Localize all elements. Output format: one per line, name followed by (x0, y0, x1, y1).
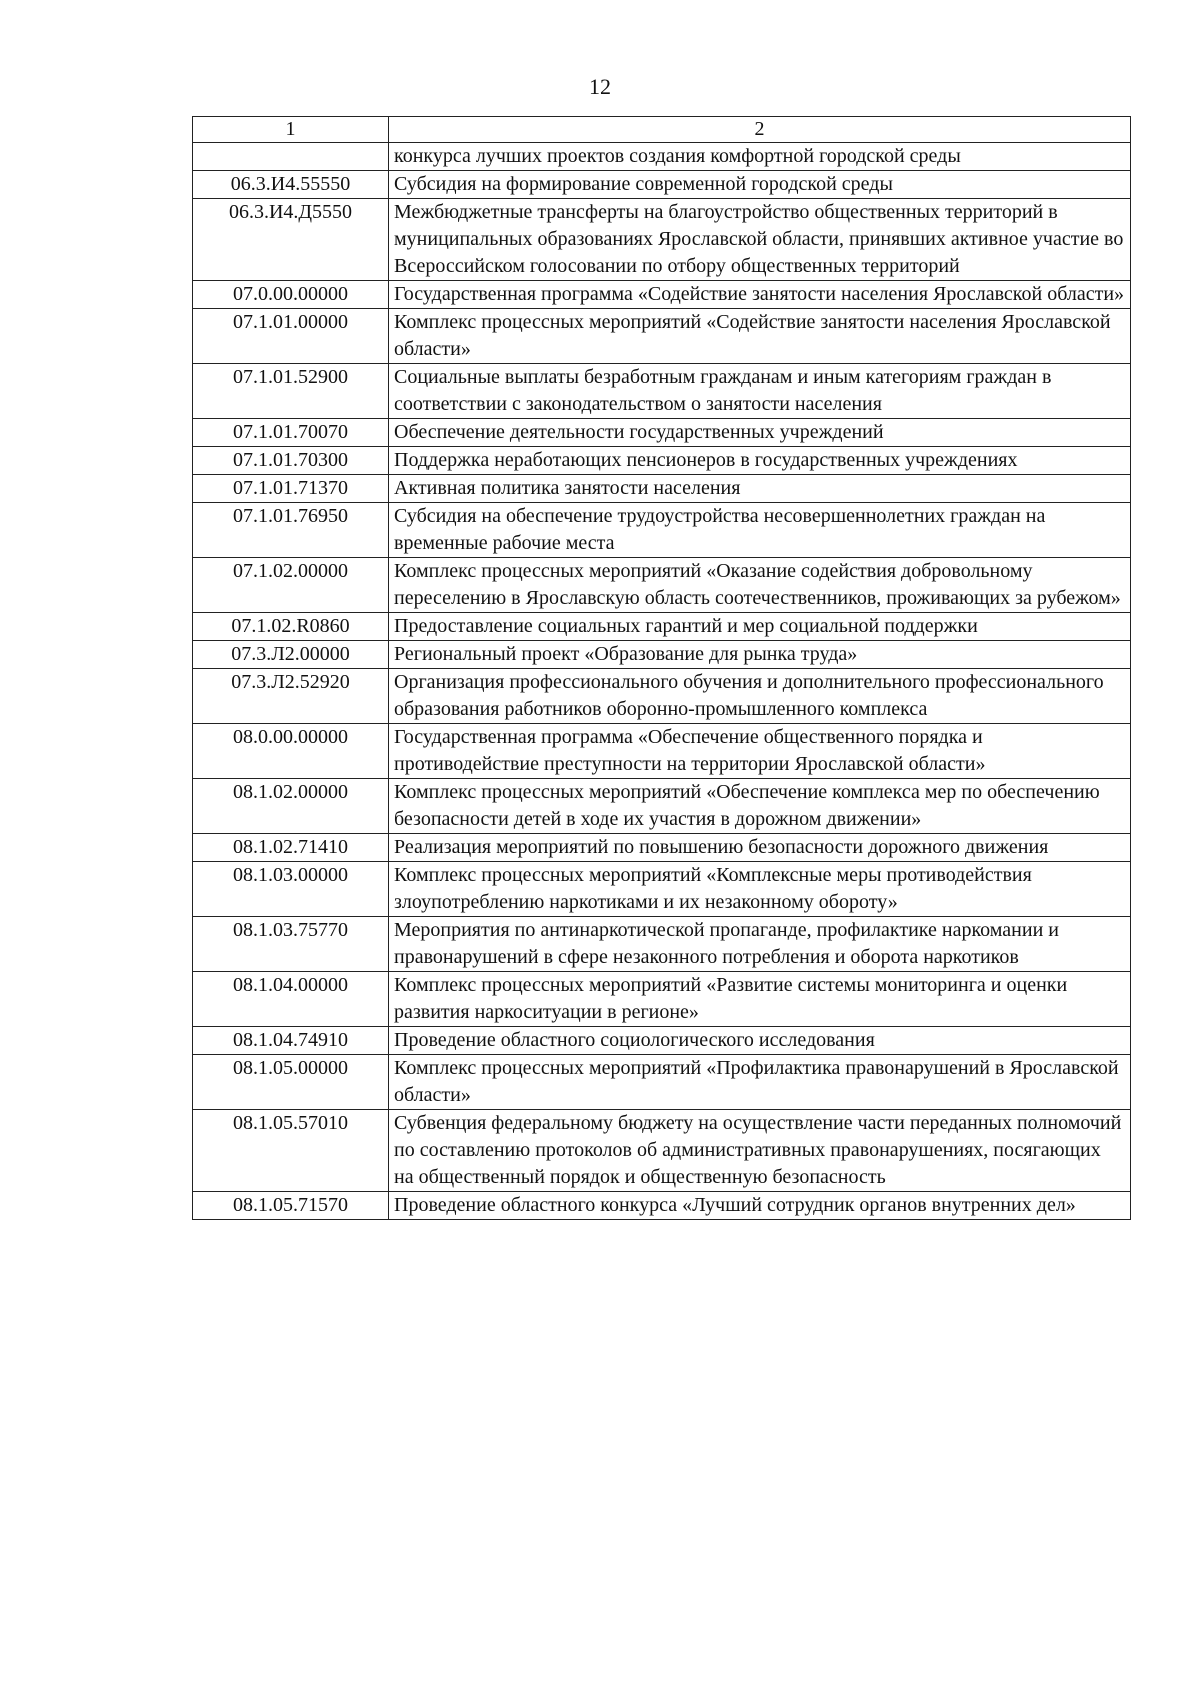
row-name-cell: Предоставление социальных гарантий и мер социальной поддержки (389, 613, 1131, 641)
row-name-cell: Поддержка неработающих пенсионеров в государственных учреждениях (389, 447, 1131, 475)
table-row (193, 641, 1131, 669)
row-name-cell: Реализация мероприятий по повышению безопасности дорожного движения (389, 834, 1131, 862)
row-name-cell: Организация профессионального обучения и дополнительного профессионального образования работников оборонно-промышленного комплекса (389, 669, 1131, 724)
row-name-cell: Межбюджетные трансферты на благоустройство общественных территорий в муниципальных образованиях Ярославской области, принявших активное участие во Всероссийском голосовании по отбору общественных территорий (389, 199, 1131, 281)
row-name-cell: Государственная программа «Обеспечение общественного порядка и противодействие преступности на территории Ярославской области» (389, 724, 1131, 779)
budget-classification-table (192, 116, 1131, 1220)
row-name-cell: Субсидия на формирование современной городской среды (389, 171, 1131, 199)
row-code-cell: 07.3.Л2.00000 (193, 641, 389, 669)
table-row (193, 558, 1131, 613)
page-number: 12 (589, 74, 611, 99)
table-row (193, 447, 1131, 475)
row-name-cell: Мероприятия по антинаркотической пропаганде, профилактике наркомании и правонарушений в сфере незаконного потребления и оборота наркотиков (389, 917, 1131, 972)
row-code-cell: 07.1.01.71370 (193, 475, 389, 503)
table-row (193, 199, 1131, 281)
row-code-cell: 08.1.04.00000 (193, 972, 389, 1027)
row-code-cell: 08.1.02.00000 (193, 779, 389, 834)
table-row (193, 281, 1131, 309)
table-row (193, 724, 1131, 779)
row-name-cell: Комплекс процессных мероприятий «Оказание содействия добровольному переселению в Ярославскую область соотечественников, проживающих за рубежом» (389, 558, 1131, 613)
table-row (193, 171, 1131, 199)
table-row (193, 779, 1131, 834)
table-row (193, 364, 1131, 419)
row-name-cell: Социальные выплаты безработным гражданам и иным категориям граждан в соответствии с законодательством о занятости населения (389, 364, 1131, 419)
row-code-cell: 06.3.И4.55550 (193, 171, 389, 199)
row-code-cell: 07.1.01.52900 (193, 364, 389, 419)
row-name-cell: Комплекс процессных мероприятий «Содействие занятости населения Ярославской области» (389, 309, 1131, 364)
row-code-cell: 08.0.00.00000 (193, 724, 389, 779)
row-name-cell: Субвенция федеральному бюджету на осуществление части переданных полномочий по составлению протоколов об административных правонарушениях, посягающих на общественный порядок и общественную безопасность (389, 1110, 1131, 1192)
row-code-cell: 06.3.И4.Д5550 (193, 199, 389, 281)
table-row (193, 917, 1131, 972)
table-row (193, 834, 1131, 862)
row-code-cell (193, 143, 389, 171)
row-code-cell: 08.1.05.71570 (193, 1192, 389, 1220)
row-name-cell: конкурса лучших проектов создания комфортной городской среды (389, 143, 1131, 171)
row-name-cell: Комплекс процессных мероприятий «Развитие системы мониторинга и оценки развития наркоситуации в регионе» (389, 972, 1131, 1027)
row-code-cell: 07.3.Л2.52920 (193, 669, 389, 724)
row-code-cell: 08.1.03.75770 (193, 917, 389, 972)
row-name-cell: Активная политика занятости населения (389, 475, 1131, 503)
column-header-code: 1 (193, 117, 389, 143)
table-row (193, 1192, 1131, 1220)
table-body (193, 143, 1131, 1220)
row-code-cell: 07.1.01.70300 (193, 447, 389, 475)
row-code-cell: 07.1.01.00000 (193, 309, 389, 364)
row-code-cell: 08.1.03.00000 (193, 862, 389, 917)
row-name-cell: Региональный проект «Образование для рынка труда» (389, 641, 1131, 669)
row-code-cell: 07.1.01.70070 (193, 419, 389, 447)
row-name-cell: Комплекс процессных мероприятий «Комплексные меры противодействия злоупотреблению наркотиками и их незаконному обороту» (389, 862, 1131, 917)
row-code-cell: 08.1.04.74910 (193, 1027, 389, 1055)
table-header-row (193, 117, 1131, 143)
table-row (193, 1055, 1131, 1110)
row-code-cell: 07.1.02.00000 (193, 558, 389, 613)
row-name-cell: Комплекс процессных мероприятий «Обеспечение комплекса мер по обеспечению безопасности детей в ходе их участия в дорожном движении» (389, 779, 1131, 834)
row-code-cell: 08.1.05.57010 (193, 1110, 389, 1192)
row-name-cell: Проведение областного конкурса «Лучший сотрудник органов внутренних дел» (389, 1192, 1131, 1220)
row-code-cell: 07.0.00.00000 (193, 281, 389, 309)
table-row (193, 972, 1131, 1027)
table-row (193, 503, 1131, 558)
table-row (193, 669, 1131, 724)
row-code-cell: 07.1.02.R0860 (193, 613, 389, 641)
row-name-cell: Проведение областного социологического исследования (389, 1027, 1131, 1055)
row-code-cell: 07.1.01.76950 (193, 503, 389, 558)
table-row (193, 475, 1131, 503)
row-code-cell: 08.1.02.71410 (193, 834, 389, 862)
row-code-cell: 08.1.05.00000 (193, 1055, 389, 1110)
row-name-cell: Субсидия на обеспечение трудоустройства несовершеннолетних граждан на временные рабочие места (389, 503, 1131, 558)
table-row (193, 143, 1131, 171)
row-name-cell: Обеспечение деятельности государственных учреждений (389, 419, 1131, 447)
column-header-name: 2 (389, 117, 1131, 143)
table-row (193, 1027, 1131, 1055)
row-name-cell: Комплекс процессных мероприятий «Профилактика правонарушений в Ярославской области» (389, 1055, 1131, 1110)
table-row (193, 1110, 1131, 1192)
table-row (193, 613, 1131, 641)
table-row (193, 309, 1131, 364)
table-row (193, 419, 1131, 447)
row-name-cell: Государственная программа «Содействие занятости населения Ярославской области» (389, 281, 1131, 309)
table-row (193, 862, 1131, 917)
